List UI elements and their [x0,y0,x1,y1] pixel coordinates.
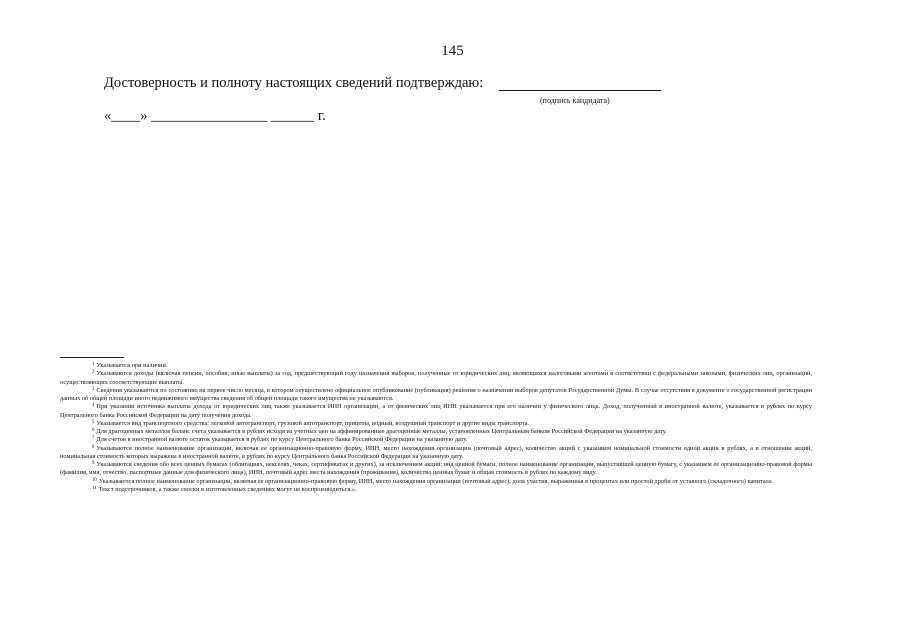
footnote [60,387,812,404]
footnote-text: Для драгоценных металлов баланс счета указывается в рублях исходя из учетных цен на аффинированные драгоценные металлы, установленных Центральным банком Российской Федерации на указанную дату. [96,428,667,435]
footnote-text: Указывается при наличии. [96,362,168,369]
footnote [60,461,812,478]
footnote [60,486,812,494]
footnote-number: 3 [92,386,95,392]
footnote-number: 5 [92,419,95,425]
footnotes-block [60,362,812,494]
footnote [60,403,812,420]
footnote-number: 6 [92,428,95,433]
footnote-text: При указании источника выплаты дохода от юридических лиц также указывается ИНН организации, а от физических лиц ИНН указывается при его наличии у физического лица. Доход, полученный в иностранной валюте, указывается в рублях по курсу Центрального банка Российской Федерации на дату получения дохода. [60,403,812,419]
footnote-text: Указываются сведения обо всех ценных бумагах (облигациях, векселях, чеках, сертификатах и других), за исключением акций: вид ценной бумаги, полное наименование организации, выпустившей ценную бумагу, с указанием ее организационно-правовой формы (фамилия, имя, отчество, паспортные данные для физического лица), ИНН, почтовый адрес места нахождения (проживания), количество ценных бумаг и общая стоимость в рублях по каждому виду. [60,461,812,477]
footnote [60,362,812,370]
footnote-number: 9 [92,461,95,466]
footnote-number: 4 [92,403,95,409]
footnote [60,428,812,436]
footnote-text: Указывается вид транспортного средства: легковой автотранспорт, грузовой автотранспорт, прицепы, водный, воздушный транспорт и другие виды транспорта. [96,419,530,427]
footnote-number: 8 [92,444,95,450]
signature-line [499,90,661,91]
footnote [60,478,812,486]
confirmation-statement: Достоверность и полноту настоящих сведений подтверждаю: [104,75,484,91]
footnote-number: 10 [92,477,97,483]
footnote-text: Для счетов в иностранной валюте остаток указывается в рублях по курсу Центрального банка Российской Федерации на указанную дату. [96,436,468,444]
footnote [60,445,812,462]
footnote [60,436,812,444]
footnote-text: Указываются полное наименование организации, включая ее организационно-правовую форму, ИНН, место нахождения организации (почтовый адрес), доля участия, выраженная в процентах или простой дроби от уставного (складочного) капитала. [98,477,774,485]
footnote [60,420,812,428]
footnote-number: 1 [92,362,95,367]
footnote-number: 11 [92,485,97,491]
footnote-separator [60,357,124,358]
page-number: 145 [441,43,464,59]
signature-caption: (подпись кандидата) [540,96,610,105]
footnote [60,370,812,387]
footnote-number: 2 [92,370,95,376]
date-line: «____» ________________ ______ г. [104,108,326,124]
footnote-text: Указываются полное наименование организации, включая ее организационно-правовую форму, ИНН, место нахождения организации (почтовый адрес), количество акций с указанием номинальной стоимости одной акции в рублях, а в отношении акций, номинальная стоимость которых выражена в иностранной валюте, в рублях по курсу Центрального банка Российской Федерации на указанную дату. [60,444,812,460]
footnote-text: Текст подстрочников, а также сноски в изготовленных сведениях могут не воспроизводиться.». [98,485,357,493]
footnote-number: 7 [92,436,95,442]
footnote-text: Сведения указываются по состоянию на первое число месяца, в котором осуществлено официальное опубликование (публикация) решения о назначении выборов депутатов Государственной Думы. В случае отсутствия в документе о государственной регистрации данных об общей площади иного недвижимого имущества сведения об общей площади такого имущества не указываются. [60,386,812,402]
footnote-text: Указываются доходы (включая пенсии, пособия, иные выплаты) за год, предшествующий году назначения выборов, полученные от юридических лиц, являющихся налоговыми агентами в соответствии с федеральными законами, физических лиц, организаций, осуществляющих соответствующие выплаты. [60,370,812,386]
